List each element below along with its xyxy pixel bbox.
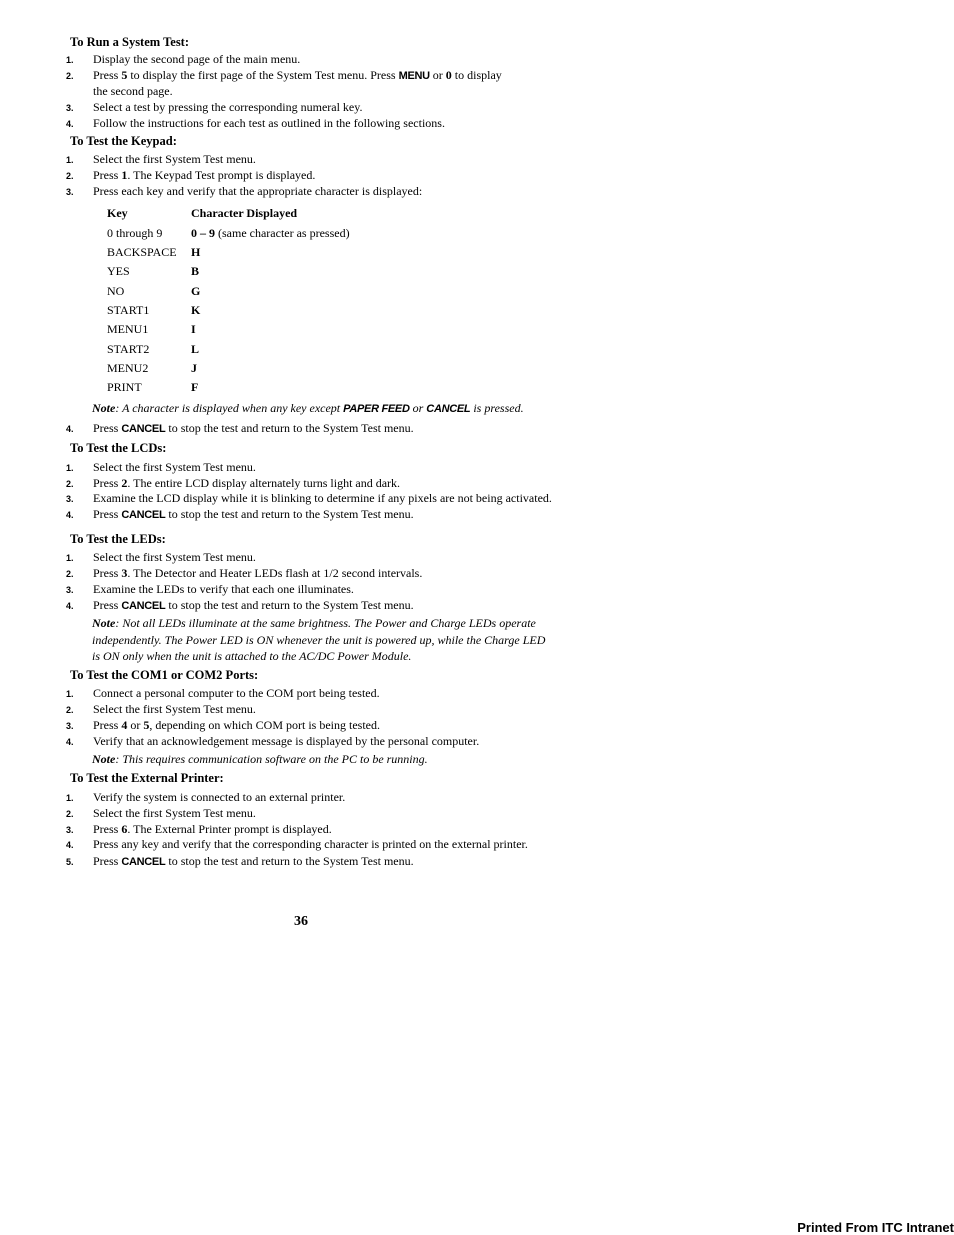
table-cell-character: K	[191, 303, 201, 317]
table-cell-key: MENU1	[107, 322, 149, 336]
table-cell-key: MENU2	[107, 361, 149, 375]
table-cell-key: YES	[107, 264, 130, 278]
page-number: 36	[294, 914, 308, 929]
section-heading-com-ports: To Test the COM1 or COM2 Ports:	[70, 668, 259, 682]
table-cell-character: H	[191, 245, 201, 259]
section-heading-keypad: To Test the Keypad:	[70, 134, 177, 148]
note-keypad: Note: A character is displayed when any key except PAPER FEED or CANCEL is pressed.	[92, 401, 524, 415]
table-cell-key: START2	[107, 342, 150, 356]
table-cell-character: 0 – 9 (same character as pressed)	[191, 226, 350, 240]
table-cell-character: L	[191, 342, 200, 356]
table-cell-character: I	[191, 322, 196, 336]
table-header-key: Key	[107, 206, 128, 220]
table-cell-character: B	[191, 264, 200, 278]
table-cell-key: NO	[107, 284, 125, 298]
table-cell-key: BACKSPACE	[107, 245, 177, 259]
table-cell-key: PRINT	[107, 380, 142, 394]
note-com: Note: This requires communication software on the PC to be running.	[92, 752, 428, 766]
manual-page: To Run a System Test: 1. Display the second page of the main menu. 2. Press 5 to display the first page of the System Test menu. Press MENU or 0 to display the second page. 3. Select a test by pressing the corresponding numeral key. 4. Follow the instructions for each test as outlined in the following sections. To Test the Keypad: 1. Select the first System Test menu. 2. Press 1. The Keypad Test prompt is displayed. 3. Press each key and verify that the appropriate character is displayed: Key Character Displayed 0 through 9 0 – 9 (same character as pressed) BACKSPACE H YES B NO G START1 K MENU1 I START2 L MENU2 J PRINT F Note: A character is displayed when any key except PAPER FEED or CANCEL is pressed. 4. Press CANCEL to stop the test and return to the System Test menu. To Test the LCDs: 1. Select the first System Test menu. 2. Press 2. The entire LCD display alternately turns light and dark. 3. Examine the LCD display while it is blinking to determine if any pixels are not being activated. 4. Press CANCEL to stop the test and return to the System Test menu. To Test the LEDs: 1. Select the first System Test menu. 2. Press 3. The Detector and Heater LEDs flash at 1/2 second intervals. 3. Examine the LEDs to verify that each one illuminates. 4. Press CANCEL to stop the test and return to the System Test menu. Note: Not all LEDs illuminate at the same brightness. The Power and Charge LEDs operate independently. The Power LED is ON whenever the unit is powered up, while the Charge LED is ON only when the unit is attached to the AC/DC Power Module. To Test the COM1 or COM2 Ports: 1. Connect a personal computer to the COM port being tested. 2. Select the first System Test menu. 3. Press 4 or 5, depending on which COM port is being tested. 4. Verify that an acknowledgement message is displayed by the personal computer. Note: This requires communication software on the PC to be running. To Test the External Printer: 1. Verify the system is connected to an external printer. 2. Select the first System Test menu. 3. Press 6. The External Printer prompt is displayed. 4. Press any key and verify that the corresponding character is printed on the external printer. 5. Press CANCEL to stop the test and return to the System Test menu. 36 Printed From ITC Intranet	[66, 35, 954, 1235]
table-cell-character: J	[191, 361, 197, 375]
section-heading-system-test: To Run a System Test:	[70, 35, 190, 49]
section-heading-leds: To Test the LEDs:	[70, 532, 166, 546]
table-cell-character: F	[191, 380, 199, 394]
section-heading-lcds: To Test the LCDs:	[70, 441, 167, 455]
note-leds: Note: Not all LEDs illuminate at the same brightness. The Power and Charge LEDs operate independently. The Power LED is ON whenever the unit is powered up, while the Charge LED is ON only when the unit is attached to the AC/DC Power Module.	[92, 616, 546, 663]
footer-text: Printed From ITC Intranet	[797, 1220, 954, 1235]
table-cell-key: START1	[107, 303, 150, 317]
table-cell-key: 0 through 9	[107, 226, 163, 240]
table-cell-character: G	[191, 284, 201, 298]
section-heading-external-printer: To Test the External Printer:	[70, 771, 224, 785]
table-header-character: Character Displayed	[191, 206, 298, 220]
